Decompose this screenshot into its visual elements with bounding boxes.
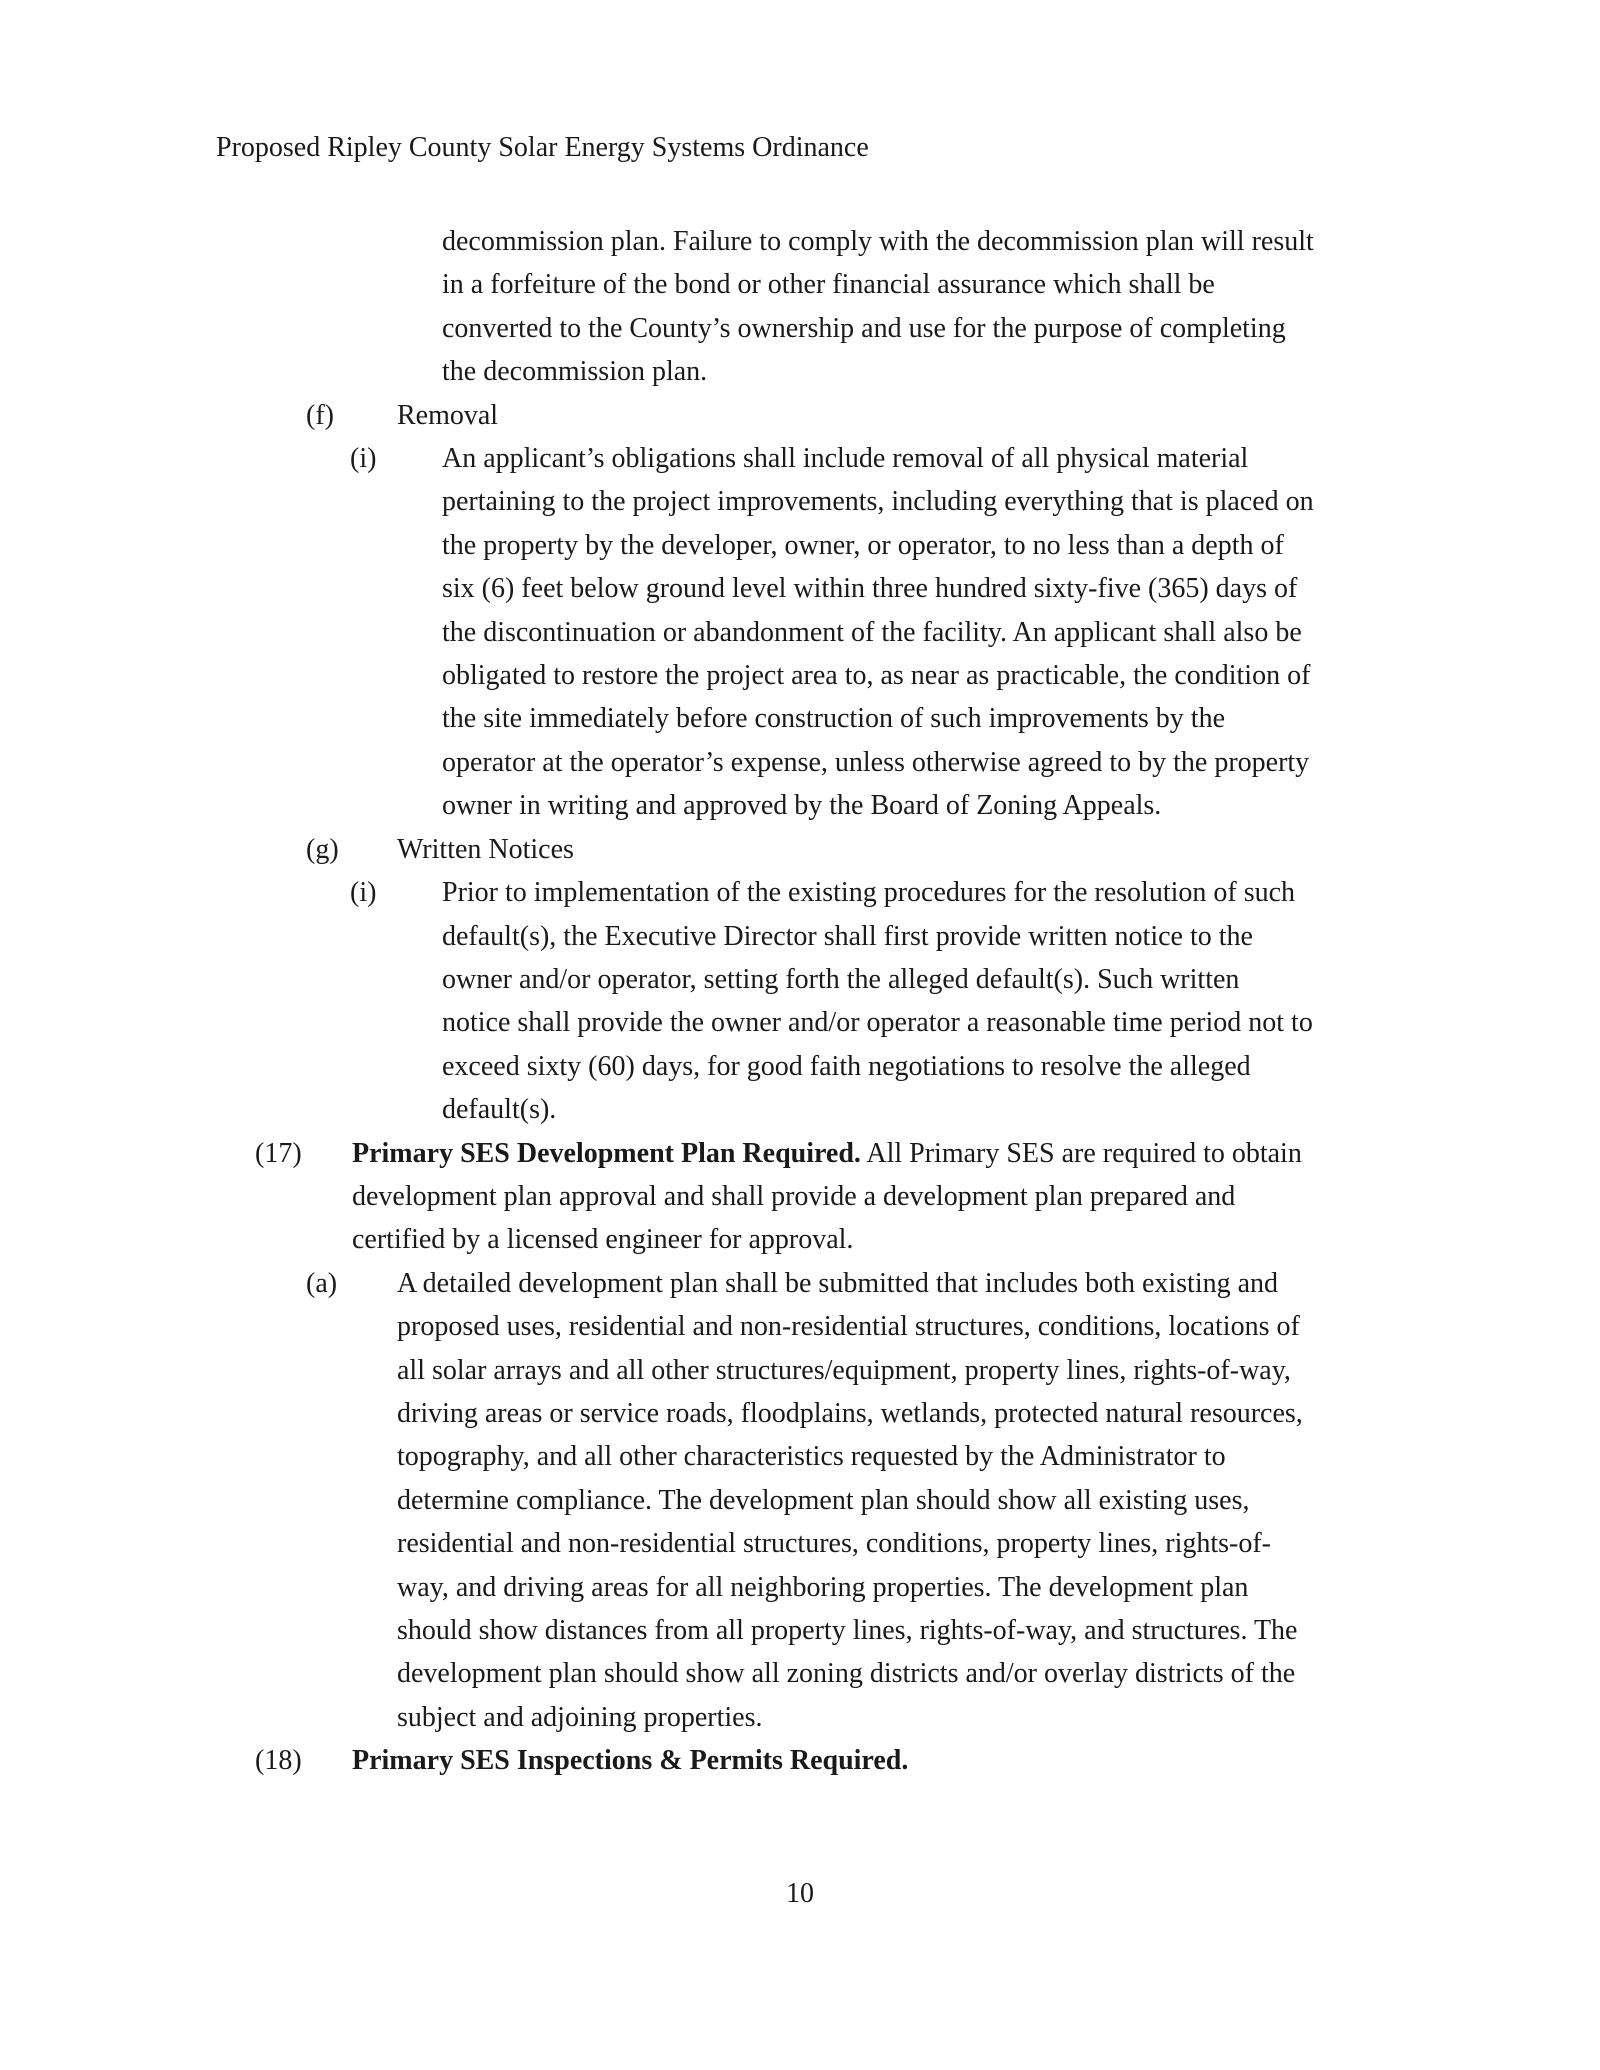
section-text: [352, 1132, 1600, 1262]
line-text: Prior to implementation of the existing procedures for the resolution of such: [442, 877, 1296, 909]
section-number: (g): [306, 833, 339, 865]
section-text: [397, 394, 1600, 437]
section-text: [442, 871, 1600, 1131]
text-line: [442, 654, 1600, 697]
text-line: [442, 958, 1600, 1001]
line-text: A detailed development plan shall be submitted that includes both existing and: [397, 1267, 1279, 1299]
text-line: [442, 524, 1600, 567]
line-text: decommission plan. Failure to comply with the decommission plan will result: [442, 226, 1314, 257]
line-text: owner in writing and approved by the Board of Zoning Appeals.: [442, 790, 1162, 822]
line-text: the discontinuation or abandonment of the facility. An applicant shall also be: [442, 616, 1302, 648]
section-block: [0, 394, 1600, 437]
text-line: [442, 871, 1600, 914]
line-text: An applicant’s obligations shall include removal of all physical material: [442, 443, 1249, 475]
text-line: [397, 1479, 1600, 1522]
line-text: the decommission plan.: [442, 356, 708, 388]
text-line: [442, 697, 1600, 740]
section-number: (i): [350, 877, 377, 909]
line-text: in a forfeiture of the bond or other financial assurance which shall be: [442, 269, 1215, 301]
section-text: [352, 1739, 1600, 1782]
text-line: [442, 437, 1600, 480]
section-text: [442, 437, 1600, 828]
text-line: [397, 1435, 1600, 1478]
section-number: (f): [306, 399, 334, 431]
line-text: way, and driving areas for all neighboring properties. The development plan: [397, 1571, 1249, 1603]
line-text: topography, and all other characteristics requested by the Administrator to: [397, 1441, 1226, 1473]
text-line: [442, 263, 1600, 306]
text-line: [397, 1652, 1600, 1695]
text-line: [397, 394, 1600, 437]
text-line: [397, 1349, 1600, 1392]
section-block: [0, 871, 1600, 1131]
text-line: [442, 220, 1600, 263]
text-line: [352, 1132, 1600, 1175]
text-line: [397, 1262, 1600, 1305]
section-text: [397, 828, 1600, 871]
section-block: [0, 1739, 1600, 1782]
text-line: [352, 1739, 1600, 1782]
section-number: (a): [306, 1267, 338, 1299]
text-line: [352, 1175, 1600, 1218]
section-number: (17): [255, 1137, 302, 1169]
line-text: exceed sixty (60) days, for good faith negotiations to resolve the alleged: [442, 1050, 1251, 1082]
line-text: six (6) feet below ground level within three hundred sixty-five (365) days of: [442, 573, 1298, 605]
text-line: [397, 1696, 1600, 1739]
line-text: driving areas or service roads, floodplains, wetlands, protected natural resources,: [397, 1397, 1303, 1429]
text-line: [442, 1045, 1600, 1088]
text-line: [397, 1522, 1600, 1565]
text-line: [442, 915, 1600, 958]
line-text: Written Notices: [397, 833, 574, 865]
line-text: default(s), the Executive Director shall first provide written notice to the: [442, 920, 1253, 952]
text-line: [397, 1305, 1600, 1348]
line-text: the property by the developer, owner, or operator, to no less than a depth of: [442, 529, 1284, 561]
line-text: the site immediately before construction of such improvements by the: [442, 703, 1226, 735]
line-text: all solar arrays and all other structures/equipment, property lines, rights-of-way,: [397, 1354, 1291, 1386]
section-block: [0, 1262, 1600, 1739]
line-text: pertaining to the project improvements, including everything that is placed on: [442, 486, 1314, 518]
text-line: [397, 1566, 1600, 1609]
line-text: Removal: [397, 399, 499, 431]
text-line: [442, 741, 1600, 784]
line-text: owner and/or operator, setting forth the alleged default(s). Such written: [442, 963, 1240, 995]
line-text: residential and non-residential structures, conditions, property lines, rights-of-: [397, 1528, 1272, 1560]
line-text: should show distances from all property lines, rights-of-way, and structures. The: [397, 1615, 1298, 1646]
text-line: [352, 1218, 1600, 1261]
line-text: notice shall provide the owner and/or operator a reasonable time period not to: [442, 1007, 1313, 1039]
section-block: [0, 220, 1600, 394]
heading-continuation: All Primary SES are required to obtain: [860, 1137, 1302, 1169]
text-line: [442, 1001, 1600, 1044]
section-number: (18): [255, 1745, 302, 1777]
section-text: [442, 220, 1600, 394]
line-text: default(s).: [442, 1094, 557, 1126]
line-text: determine compliance. The development plan should show all existing uses,: [397, 1484, 1250, 1516]
document-body: [0, 220, 1600, 1783]
text-line: [397, 1609, 1600, 1652]
page-number: 10: [786, 1878, 814, 1909]
section-heading: Primary SES Inspections & Permits Required.: [352, 1745, 909, 1777]
section-text: [397, 1262, 1600, 1739]
section-heading: Primary SES Development Plan Required.: [352, 1137, 861, 1169]
line-text: subject and adjoining properties.: [397, 1701, 763, 1733]
text-line: [397, 1392, 1600, 1435]
page-header-title: Proposed Ripley County Solar Energy Systems Ordinance: [216, 132, 869, 163]
text-line: [442, 784, 1600, 827]
line-text: certified by a licensed engineer for approval.: [352, 1224, 854, 1256]
line-text: development plan approval and shall provide a development plan prepared and: [352, 1180, 1236, 1212]
line-text: operator at the operator’s expense, unless otherwise agreed to by the property: [442, 746, 1310, 778]
text-line: [442, 1088, 1600, 1131]
section-block: [0, 1132, 1600, 1262]
line-text: development plan should show all zoning districts and/or overlay districts of the: [397, 1658, 1296, 1690]
line-text: proposed uses, residential and non-residential structures, conditions, locations of: [397, 1311, 1300, 1343]
line-text: obligated to restore the project area to, as near as practicable, the condition of: [442, 660, 1311, 692]
text-line: [442, 350, 1600, 393]
line-text: converted to the County’s ownership and use for the purpose of completing: [442, 312, 1286, 344]
text-line: [442, 307, 1600, 350]
text-line: [442, 567, 1600, 610]
text-line: [442, 480, 1600, 523]
section-block: [0, 828, 1600, 871]
section-number: (i): [350, 443, 377, 475]
text-line: [397, 828, 1600, 871]
section-block: [0, 437, 1600, 828]
text-line: [442, 611, 1600, 654]
